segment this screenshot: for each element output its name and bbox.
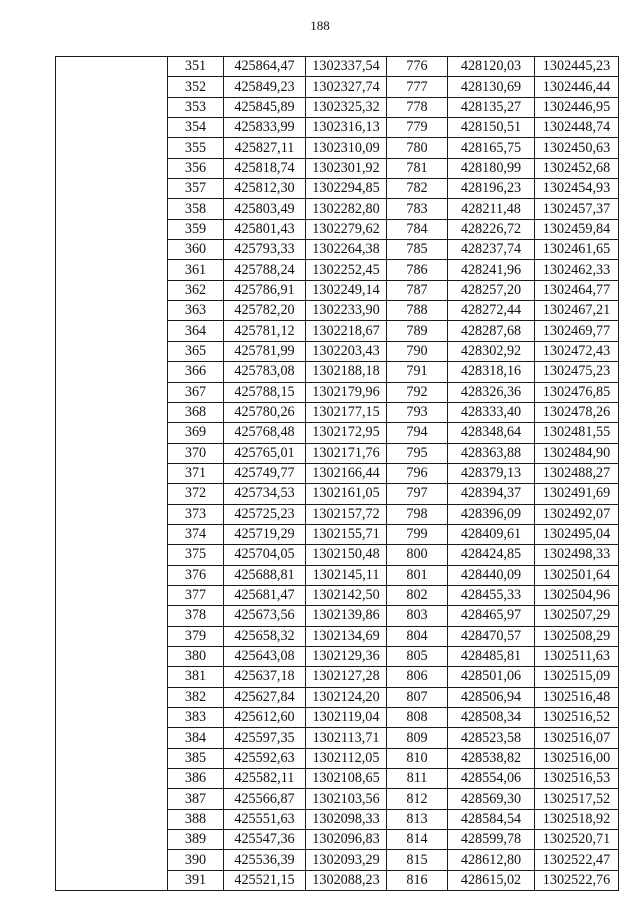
x-coordinate-cell: 428506,94 [448,687,535,707]
y-coordinate-cell: 1302127,28 [306,667,387,687]
point-number-cell: 386 [168,769,224,789]
point-number-cell: 778 [387,97,448,117]
x-coordinate-cell: 425725,23 [224,504,306,524]
x-coordinate-cell: 425643,08 [224,646,306,666]
x-coordinate-cell: 425845,89 [224,97,306,117]
y-coordinate-cell: 1302452,68 [535,158,619,178]
point-number-cell: 359 [168,219,224,239]
x-coordinate-cell: 425849,23 [224,77,306,97]
x-coordinate-cell: 425801,43 [224,219,306,239]
point-number-cell: 374 [168,524,224,544]
x-coordinate-cell: 428485,81 [448,646,535,666]
y-coordinate-cell: 1302166,44 [306,463,387,483]
point-number-cell: 793 [387,402,448,422]
y-coordinate-cell: 1302457,37 [535,199,619,219]
y-coordinate-cell: 1302113,71 [306,728,387,748]
x-coordinate-cell: 428465,97 [448,606,535,626]
point-number-cell: 375 [168,545,224,565]
point-number-cell: 802 [387,585,448,605]
y-coordinate-cell: 1302171,76 [306,443,387,463]
y-coordinate-cell: 1302188,18 [306,362,387,382]
y-coordinate-cell: 1302495,04 [535,524,619,544]
x-coordinate-cell: 425818,74 [224,158,306,178]
x-coordinate-cell: 425673,56 [224,606,306,626]
point-number-cell: 811 [387,769,448,789]
point-number-cell: 799 [387,524,448,544]
point-number-cell: 807 [387,687,448,707]
x-coordinate-cell: 425582,11 [224,769,306,789]
point-number-cell: 378 [168,606,224,626]
y-coordinate-cell: 1302516,00 [535,748,619,768]
y-coordinate-cell: 1302142,50 [306,585,387,605]
y-coordinate-cell: 1302488,27 [535,463,619,483]
x-coordinate-cell: 425768,48 [224,423,306,443]
x-coordinate-cell: 425803,49 [224,199,306,219]
point-number-cell: 812 [387,789,448,809]
point-number-cell: 814 [387,830,448,850]
page-number: 188 [310,18,330,33]
x-coordinate-cell: 425786,91 [224,280,306,300]
point-number-cell: 353 [168,97,224,117]
y-coordinate-cell: 1302218,67 [306,321,387,341]
y-coordinate-cell: 1302119,04 [306,708,387,728]
y-coordinate-cell: 1302446,95 [535,97,619,117]
point-number-cell: 371 [168,463,224,483]
y-coordinate-cell: 1302522,47 [535,850,619,870]
y-coordinate-cell: 1302450,63 [535,138,619,158]
y-coordinate-cell: 1302108,65 [306,769,387,789]
point-number-cell: 358 [168,199,224,219]
y-coordinate-cell: 1302134,69 [306,626,387,646]
point-number-cell: 804 [387,626,448,646]
table-row [56,57,619,77]
x-coordinate-cell: 425734,53 [224,484,306,504]
x-coordinate-cell: 425547,36 [224,830,306,850]
y-coordinate-cell: 1302478,26 [535,402,619,422]
point-number-cell: 783 [387,199,448,219]
x-coordinate-cell: 428257,20 [448,280,535,300]
point-number-cell: 809 [387,728,448,748]
point-number-cell: 387 [168,789,224,809]
x-coordinate-cell: 425765,01 [224,443,306,463]
point-number-cell: 382 [168,687,224,707]
point-number-cell: 805 [387,646,448,666]
y-coordinate-cell: 1302112,05 [306,748,387,768]
point-number-cell: 813 [387,809,448,829]
y-coordinate-cell: 1302249,14 [306,280,387,300]
point-number-cell: 380 [168,646,224,666]
point-number-cell: 362 [168,280,224,300]
point-number-cell: 368 [168,402,224,422]
point-number-cell: 800 [387,545,448,565]
x-coordinate-cell: 428135,27 [448,97,535,117]
point-number-cell: 810 [387,748,448,768]
point-number-cell: 391 [168,870,224,890]
y-coordinate-cell: 1302475,23 [535,362,619,382]
y-coordinate-cell: 1302161,05 [306,484,387,504]
y-coordinate-cell: 1302484,90 [535,443,619,463]
point-number-cell: 797 [387,484,448,504]
point-number-cell: 352 [168,77,224,97]
x-coordinate-cell: 428150,51 [448,118,535,138]
x-coordinate-cell: 428612,80 [448,850,535,870]
x-coordinate-cell: 425780,26 [224,402,306,422]
x-coordinate-cell: 428396,09 [448,504,535,524]
y-coordinate-cell: 1302179,96 [306,382,387,402]
y-coordinate-cell: 1302096,83 [306,830,387,850]
y-coordinate-cell: 1302157,72 [306,504,387,524]
point-number-cell: 779 [387,118,448,138]
point-number-cell: 389 [168,830,224,850]
y-coordinate-cell: 1302172,95 [306,423,387,443]
point-number-cell: 777 [387,77,448,97]
point-number-cell: 788 [387,301,448,321]
x-coordinate-cell: 428584,54 [448,809,535,829]
x-coordinate-cell: 428226,72 [448,219,535,239]
point-number-cell: 364 [168,321,224,341]
point-number-cell: 796 [387,463,448,483]
x-coordinate-cell: 425688,81 [224,565,306,585]
x-coordinate-cell: 428554,06 [448,769,535,789]
x-coordinate-cell: 425719,29 [224,524,306,544]
x-coordinate-cell: 425704,05 [224,545,306,565]
y-coordinate-cell: 1302508,29 [535,626,619,646]
x-coordinate-cell: 428211,48 [448,199,535,219]
y-coordinate-cell: 1302124,20 [306,687,387,707]
y-coordinate-cell: 1302459,84 [535,219,619,239]
x-coordinate-cell: 428394,37 [448,484,535,504]
x-coordinate-cell: 425536,39 [224,850,306,870]
table-body [56,57,619,891]
x-coordinate-cell: 428120,03 [448,57,535,77]
y-coordinate-cell: 1302469,77 [535,321,619,341]
x-coordinate-cell: 425833,99 [224,118,306,138]
y-coordinate-cell: 1302446,44 [535,77,619,97]
x-coordinate-cell: 425827,11 [224,138,306,158]
y-coordinate-cell: 1302481,55 [535,423,619,443]
y-coordinate-cell: 1302504,96 [535,585,619,605]
point-number-cell: 383 [168,708,224,728]
x-coordinate-cell: 425812,30 [224,179,306,199]
y-coordinate-cell: 1302517,52 [535,789,619,809]
y-coordinate-cell: 1302098,33 [306,809,387,829]
x-coordinate-cell: 425612,60 [224,708,306,728]
y-coordinate-cell: 1302507,29 [535,606,619,626]
x-coordinate-cell: 428326,36 [448,382,535,402]
point-number-cell: 355 [168,138,224,158]
y-coordinate-cell: 1302516,48 [535,687,619,707]
point-number-cell: 385 [168,748,224,768]
coordinates-table [55,56,619,891]
x-coordinate-cell: 425783,08 [224,362,306,382]
point-number-cell: 794 [387,423,448,443]
x-coordinate-cell: 428599,78 [448,830,535,850]
y-coordinate-cell: 1302516,53 [535,769,619,789]
y-coordinate-cell: 1302461,65 [535,240,619,260]
point-number-cell: 363 [168,301,224,321]
y-coordinate-cell: 1302264,38 [306,240,387,260]
y-coordinate-cell: 1302279,62 [306,219,387,239]
y-coordinate-cell: 1302252,45 [306,260,387,280]
x-coordinate-cell: 428538,82 [448,748,535,768]
x-coordinate-cell: 425592,63 [224,748,306,768]
point-number-cell: 379 [168,626,224,646]
point-number-cell: 784 [387,219,448,239]
x-coordinate-cell: 425627,84 [224,687,306,707]
point-number-cell: 390 [168,850,224,870]
x-coordinate-cell: 428165,75 [448,138,535,158]
y-coordinate-cell: 1302520,71 [535,830,619,850]
point-number-cell: 803 [387,606,448,626]
x-coordinate-cell: 428409,61 [448,524,535,544]
y-coordinate-cell: 1302467,21 [535,301,619,321]
point-number-cell: 789 [387,321,448,341]
y-coordinate-cell: 1302472,43 [535,341,619,361]
point-number-cell: 361 [168,260,224,280]
x-coordinate-cell: 428180,99 [448,158,535,178]
x-coordinate-cell: 428379,13 [448,463,535,483]
x-coordinate-cell: 428508,34 [448,708,535,728]
y-coordinate-cell: 1302518,92 [535,809,619,829]
x-coordinate-cell: 428363,88 [448,443,535,463]
y-coordinate-cell: 1302448,74 [535,118,619,138]
x-coordinate-cell: 425597,35 [224,728,306,748]
x-coordinate-cell: 425749,77 [224,463,306,483]
point-number-cell: 791 [387,362,448,382]
x-coordinate-cell: 428424,85 [448,545,535,565]
point-number-cell: 815 [387,850,448,870]
point-number-cell: 792 [387,382,448,402]
y-coordinate-cell: 1302522,76 [535,870,619,890]
x-coordinate-cell: 425788,24 [224,260,306,280]
x-coordinate-cell: 425681,47 [224,585,306,605]
y-coordinate-cell: 1302511,63 [535,646,619,666]
point-number-cell: 372 [168,484,224,504]
blank-description-cell [56,57,168,891]
x-coordinate-cell: 428241,96 [448,260,535,280]
point-number-cell: 816 [387,870,448,890]
x-coordinate-cell: 428196,23 [448,179,535,199]
x-coordinate-cell: 425864,47 [224,57,306,77]
point-number-cell: 356 [168,158,224,178]
point-number-cell: 806 [387,667,448,687]
x-coordinate-cell: 425521,15 [224,870,306,890]
y-coordinate-cell: 1302498,33 [535,545,619,565]
x-coordinate-cell: 425637,18 [224,667,306,687]
y-coordinate-cell: 1302491,69 [535,484,619,504]
x-coordinate-cell: 428333,40 [448,402,535,422]
point-number-cell: 370 [168,443,224,463]
point-number-cell: 790 [387,341,448,361]
x-coordinate-cell: 428470,57 [448,626,535,646]
point-number-cell: 781 [387,158,448,178]
y-coordinate-cell: 1302177,15 [306,402,387,422]
x-coordinate-cell: 428615,02 [448,870,535,890]
y-coordinate-cell: 1302145,11 [306,565,387,585]
y-coordinate-cell: 1302337,54 [306,57,387,77]
point-number-cell: 366 [168,362,224,382]
x-coordinate-cell: 428272,44 [448,301,535,321]
x-coordinate-cell: 428302,92 [448,341,535,361]
y-coordinate-cell: 1302515,09 [535,667,619,687]
point-number-cell: 360 [168,240,224,260]
x-coordinate-cell: 428237,74 [448,240,535,260]
y-coordinate-cell: 1302327,74 [306,77,387,97]
x-coordinate-cell: 428318,16 [448,362,535,382]
y-coordinate-cell: 1302088,23 [306,870,387,890]
point-number-cell: 798 [387,504,448,524]
point-number-cell: 377 [168,585,224,605]
x-coordinate-cell: 428287,68 [448,321,535,341]
y-coordinate-cell: 1302316,13 [306,118,387,138]
point-number-cell: 369 [168,423,224,443]
point-number-cell: 365 [168,341,224,361]
x-coordinate-cell: 425782,20 [224,301,306,321]
point-number-cell: 780 [387,138,448,158]
x-coordinate-cell: 425788,15 [224,382,306,402]
point-number-cell: 351 [168,57,224,77]
x-coordinate-cell: 425781,12 [224,321,306,341]
y-coordinate-cell: 1302476,85 [535,382,619,402]
x-coordinate-cell: 428455,33 [448,585,535,605]
y-coordinate-cell: 1302454,93 [535,179,619,199]
y-coordinate-cell: 1302516,07 [535,728,619,748]
y-coordinate-cell: 1302103,56 [306,789,387,809]
point-number-cell: 782 [387,179,448,199]
y-coordinate-cell: 1302155,71 [306,524,387,544]
point-number-cell: 373 [168,504,224,524]
point-number-cell: 795 [387,443,448,463]
x-coordinate-cell: 428501,06 [448,667,535,687]
point-number-cell: 384 [168,728,224,748]
y-coordinate-cell: 1302129,36 [306,646,387,666]
y-coordinate-cell: 1302139,86 [306,606,387,626]
x-coordinate-cell: 425566,87 [224,789,306,809]
x-coordinate-cell: 428348,64 [448,423,535,443]
y-coordinate-cell: 1302445,23 [535,57,619,77]
point-number-cell: 776 [387,57,448,77]
point-number-cell: 367 [168,382,224,402]
y-coordinate-cell: 1302492,07 [535,504,619,524]
point-number-cell: 381 [168,667,224,687]
y-coordinate-cell: 1302501,64 [535,565,619,585]
x-coordinate-cell: 425551,63 [224,809,306,829]
y-coordinate-cell: 1302301,92 [306,158,387,178]
y-coordinate-cell: 1302203,43 [306,341,387,361]
x-coordinate-cell: 428523,58 [448,728,535,748]
point-number-cell: 388 [168,809,224,829]
y-coordinate-cell: 1302325,32 [306,97,387,117]
y-coordinate-cell: 1302516,52 [535,708,619,728]
point-number-cell: 801 [387,565,448,585]
y-coordinate-cell: 1302464,77 [535,280,619,300]
x-coordinate-cell: 425781,99 [224,341,306,361]
y-coordinate-cell: 1302233,90 [306,301,387,321]
y-coordinate-cell: 1302310,09 [306,138,387,158]
x-coordinate-cell: 428440,09 [448,565,535,585]
y-coordinate-cell: 1302282,80 [306,199,387,219]
point-number-cell: 808 [387,708,448,728]
point-number-cell: 785 [387,240,448,260]
y-coordinate-cell: 1302093,29 [306,850,387,870]
point-number-cell: 376 [168,565,224,585]
x-coordinate-cell: 425793,33 [224,240,306,260]
point-number-cell: 357 [168,179,224,199]
x-coordinate-cell: 428569,30 [448,789,535,809]
x-coordinate-cell: 425658,32 [224,626,306,646]
point-number-cell: 354 [168,118,224,138]
point-number-cell: 787 [387,280,448,300]
y-coordinate-cell: 1302294,85 [306,179,387,199]
y-coordinate-cell: 1302462,33 [535,260,619,280]
x-coordinate-cell: 428130,69 [448,77,535,97]
y-coordinate-cell: 1302150,48 [306,545,387,565]
point-number-cell: 786 [387,260,448,280]
